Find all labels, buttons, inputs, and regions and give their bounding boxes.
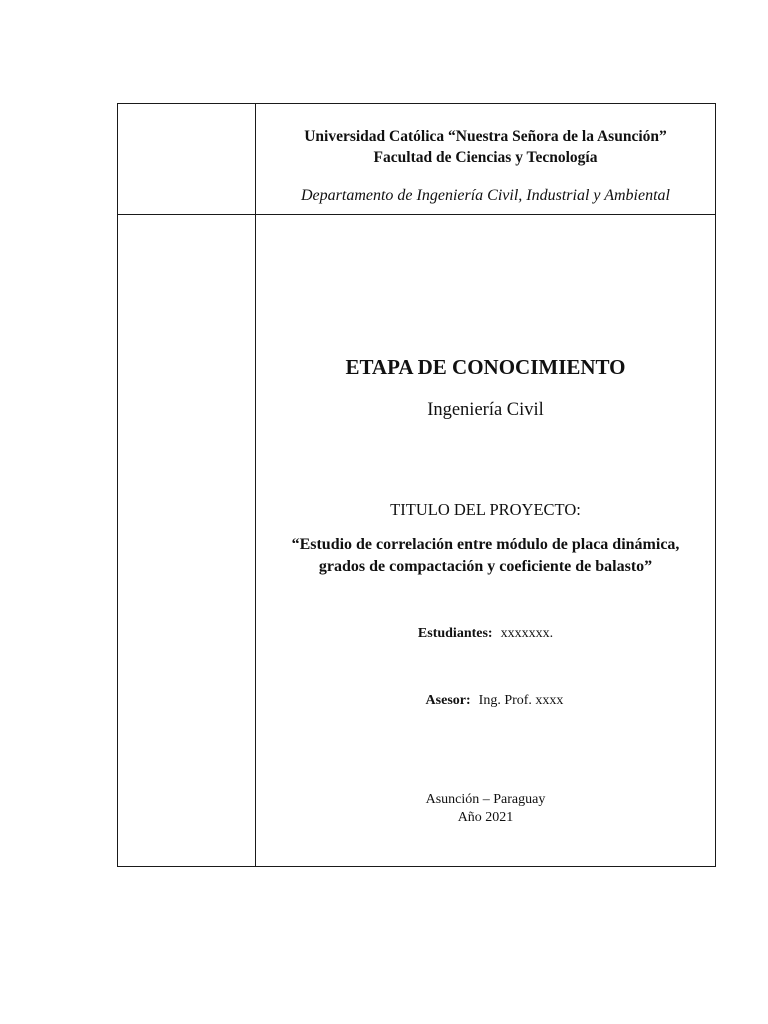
header-cell (256, 104, 715, 214)
students-value: xxxxxxx. (500, 626, 554, 641)
project-title (256, 534, 715, 578)
students-label: Estudiantes: (417, 626, 493, 641)
faculty-name: Facultad de Ciencias y Tecnología (373, 149, 598, 166)
advisor-line (256, 691, 715, 711)
career-name: Ingeniería Civil (427, 400, 544, 420)
stage-title: ETAPA DE CONOCIMIENTO (345, 355, 626, 379)
project-title-line-1: “Estudio de correlación entre módulo de placa dinámica, (291, 536, 680, 553)
project-title-line-2: grados de compactación y coeficiente de balasto” (318, 558, 653, 575)
year: Año 2021 (457, 810, 514, 825)
department-name: Departamento de Ingeniería Civil, Industrial y Ambiental (301, 187, 670, 204)
cover-body-cell (256, 215, 715, 866)
university-name: Universidad Católica “Nuestra Señora de la Asunción” (304, 128, 667, 145)
students-line (256, 624, 715, 644)
place: Asunción – Paraguay (425, 792, 546, 807)
cover-table (117, 103, 716, 867)
advisor-label: Asesor: (425, 693, 471, 708)
project-title-label: TITULO DEL PROYECTO: (390, 500, 581, 519)
advisor-value: Ing. Prof. xxxx (478, 693, 564, 708)
